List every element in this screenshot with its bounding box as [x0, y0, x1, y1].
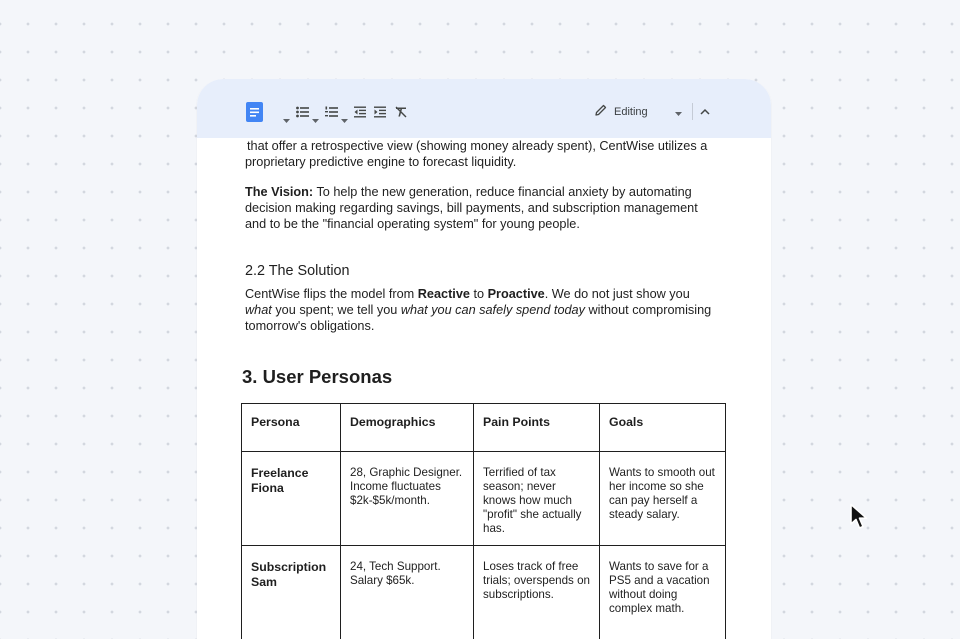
personas-table — [241, 403, 726, 639]
chevron-down-icon[interactable] — [312, 110, 319, 128]
solution-text: you spent; we tell you — [272, 303, 401, 317]
docs-logo-icon[interactable] — [246, 102, 263, 122]
docs-toolbar — [197, 79, 771, 138]
chevron-down-icon — [675, 103, 682, 121]
solution-italic-what: what — [245, 303, 272, 317]
editing-mode-label: Editing — [614, 106, 648, 118]
clear-formatting-icon[interactable] — [395, 106, 407, 118]
solution-bold-proactive: Proactive — [488, 287, 545, 301]
decrease-indent-icon[interactable] — [354, 106, 366, 118]
collapse-icon[interactable] — [700, 108, 710, 115]
table-header-cell: Persona — [242, 404, 341, 452]
table-cell-goals: Wants to save for a PS5 and a vacation without doing complex math. — [600, 546, 726, 639]
pencil-icon — [595, 103, 607, 121]
intro-paragraph — [245, 138, 725, 170]
table-header-row — [242, 404, 726, 452]
solution-italic-safe-spend: what you can safely spend today — [401, 303, 585, 317]
solution-text: to — [470, 287, 488, 301]
table-header-cell: Goals — [600, 404, 726, 452]
vision-paragraph — [245, 184, 715, 233]
editing-mode-dropdown[interactable] — [595, 101, 682, 123]
solution-paragraph — [245, 286, 715, 335]
table-cell-demographics: 24, Tech Support. Salary $65k. — [341, 546, 474, 639]
vision-label: The Vision: — [245, 185, 313, 199]
table-header-cell: Demographics — [341, 404, 474, 452]
personas-heading: 3. User Personas — [242, 366, 392, 388]
chevron-down-icon[interactable] — [341, 110, 348, 128]
document-card — [197, 79, 771, 639]
table-cell-pain-points: Loses track of free trials; overspends on subscriptions. — [474, 546, 600, 639]
intro-line-2: proprietary predictive engine to forecast liquidity. — [245, 154, 725, 170]
table-cell-goals: Wants to smooth out her income so she can pay herself a steady salary. — [600, 452, 726, 546]
chevron-down-icon[interactable] — [283, 110, 290, 128]
table-cell-persona: Freelance Fiona — [242, 452, 341, 546]
increase-indent-icon[interactable] — [374, 106, 386, 118]
intro-line-1: that offer a retrospective view (showing money already spent), CentWise utilizes a — [245, 138, 725, 154]
solution-text: without compromising tomorrow's obligations. — [245, 303, 711, 333]
table-cell-persona: Subscription Sam — [242, 546, 341, 639]
numbered-list-icon[interactable] — [325, 106, 338, 118]
solution-text: CentWise flips the model from — [245, 287, 418, 301]
table-row — [242, 452, 726, 546]
solution-text: . We do not just show you — [545, 287, 690, 301]
bulleted-list-icon[interactable] — [296, 106, 309, 118]
table-row — [242, 546, 726, 639]
table-cell-pain-points: Terrified of tax season; never knows how much "profit" she actually has. — [474, 452, 600, 546]
solution-bold-reactive: Reactive — [418, 287, 470, 301]
solution-heading: 2.2 The Solution — [245, 263, 350, 279]
table-cell-demographics: 28, Graphic Designer. Income fluctuates $2k-$5k/month. — [341, 452, 474, 546]
mouse-pointer-icon — [849, 503, 873, 536]
vision-text: To help the new generation, reduce financial anxiety by automating decision making regarding savings, bill payments, and subscription management and to be the "financial operating system" for young people. — [245, 185, 698, 231]
toolbar-divider — [692, 103, 693, 120]
table-header-cell: Pain Points — [474, 404, 600, 452]
